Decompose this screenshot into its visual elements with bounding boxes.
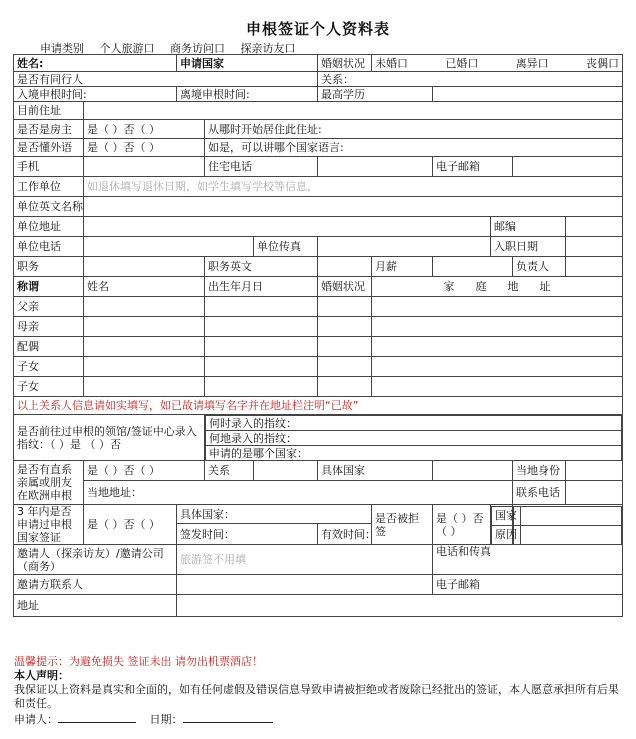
employer-label: 工作单位 [14, 177, 84, 197]
signature-row [14, 712, 626, 727]
inviter-label: 邀请人（探亲访友）/邀请公司（商务） [14, 545, 177, 575]
inviter-email-label[interactable]: 电子邮箱 [433, 575, 623, 595]
family-row [14, 317, 623, 337]
fingerprint-where-field[interactable]: 何地录入的指纹： [206, 431, 622, 446]
join-date-field[interactable] [566, 237, 623, 257]
relatives-yes-no[interactable]: 是（ ）否（ ） [84, 461, 205, 481]
family-birth-field[interactable] [205, 357, 318, 377]
fingerprint-details [205, 415, 623, 461]
marital-married[interactable]: 已婚口 [445, 56, 479, 70]
position-field[interactable] [84, 257, 205, 277]
inviter-field[interactable]: 旅游签不用填 [177, 545, 433, 575]
refused-country-label: 国家 [492, 506, 521, 525]
residence-since-label[interactable]: 从哪时开始居住此住址: [205, 120, 623, 139]
inviter-contact-label: 邀请方联系人 [14, 575, 177, 595]
family-header-name: 姓名 [84, 277, 205, 297]
family-marital-field[interactable] [318, 377, 372, 397]
date-line[interactable] [183, 712, 273, 723]
relation-label[interactable]: 关系： [318, 72, 623, 87]
marital-options[interactable] [372, 55, 623, 72]
email-label: 电子邮箱 [433, 157, 513, 177]
refused-fields[interactable] [513, 505, 623, 545]
family-header-marital: 婚姻状况 [318, 277, 372, 297]
category-option-business[interactable]: 商务访问口 [170, 42, 225, 55]
manager-label: 负责人 [513, 257, 566, 277]
visa-3-years-yes-no[interactable]: 是（ ）否（ ） [84, 505, 177, 545]
current-address-label: 目前住址 [14, 102, 84, 120]
marital-label: 婚姻状况 [318, 55, 372, 72]
marital-widowed[interactable]: 丧偶口 [586, 56, 620, 70]
family-address-field[interactable] [372, 337, 623, 357]
foreign-language-label: 是否懂外语 [14, 139, 84, 157]
relatives-in-schengen-question: 是否有直系亲属或朋友在欧洲申根 [14, 461, 84, 505]
family-row [14, 357, 623, 377]
employer-phone-field[interactable] [84, 237, 254, 257]
family-header-birth: 出生年月日 [205, 277, 318, 297]
family-marital-field[interactable] [318, 297, 372, 317]
category-label: 申请类别 [40, 42, 84, 55]
companion-label[interactable]: 是否有同行人 [14, 72, 318, 87]
form-title: 申根签证个人资料表 [245, 20, 390, 38]
family-row [14, 337, 623, 357]
relatives-country-field[interactable] [433, 461, 513, 481]
position-english-field[interactable] [318, 257, 372, 277]
employer-address-label: 单位地址 [14, 217, 84, 237]
family-marital-field[interactable] [318, 317, 372, 337]
family-birth-field[interactable] [205, 297, 318, 317]
employer-field[interactable]: 如退休填写退休日期，如学生填写学校等信息， [84, 177, 623, 197]
family-birth-field[interactable] [205, 377, 318, 397]
local-status-field[interactable] [566, 461, 623, 481]
country-label[interactable]: 申请国家 [177, 55, 318, 72]
education-label: 最高学历 [318, 87, 433, 102]
homeowner-yes-no[interactable]: 是（ ）否（ ） [84, 120, 205, 139]
relatives-country-label: 具体国家 [318, 461, 433, 481]
postcode-field[interactable] [566, 217, 623, 237]
manager-field[interactable] [566, 257, 623, 277]
family-row [14, 297, 623, 317]
employer-english-label: 单位英文名称 [14, 197, 84, 217]
employer-phone-label: 单位电话 [14, 237, 84, 257]
education-field[interactable] [433, 87, 623, 102]
family-title-child: 子女 [14, 377, 84, 397]
inviter-phone-fax-label[interactable]: 电话和传真 [433, 545, 623, 575]
fingerprint-question[interactable]: 是否前往过申根的领馆/签证中心录入指纹：（ ）是 （ ）否 [14, 415, 205, 461]
employer-fax-field[interactable] [318, 237, 491, 257]
family-address-field[interactable] [372, 317, 623, 337]
family-name-field[interactable] [84, 357, 205, 377]
join-date-label: 入职日期 [491, 237, 566, 257]
applied-country-field[interactable]: 申请的是哪个国家： [206, 446, 622, 461]
inviter-address-field[interactable] [177, 595, 623, 617]
email-field[interactable] [513, 157, 623, 177]
visa-issue-time-field[interactable]: 签发时间： [177, 524, 318, 545]
position-english-label: 职务英文 [205, 257, 318, 277]
marital-divorced[interactable]: 离异口 [515, 56, 549, 70]
exit-time-label[interactable]: 离境申根时间: [177, 87, 318, 102]
foreign-language-yes-no[interactable]: 是（ ）否（ ） [84, 139, 205, 157]
relatives-relation-label: 关系 [205, 461, 254, 481]
warning-note: 温馨提示：为避免损失 签证未出 请勿出机票酒店！ [14, 655, 263, 668]
personal-info-table [13, 54, 623, 617]
entry-time-label[interactable]: 入境申根时间: [14, 87, 177, 102]
applicant-signature-line[interactable] [58, 712, 136, 723]
family-address-field[interactable] [372, 377, 623, 397]
visa-specific-country-field[interactable]: 具体国家： [177, 505, 372, 524]
fingerprint-when-field[interactable]: 何时录入的指纹： [206, 416, 622, 431]
language-which-label[interactable]: 如是，可以讲哪个国家语言: [205, 139, 623, 157]
family-title-father: 父亲 [14, 297, 84, 317]
local-address-field[interactable]: 当地地址： [84, 481, 513, 505]
category-option-tourism[interactable]: 个人旅游口 [99, 42, 155, 55]
family-birth-field[interactable] [205, 317, 318, 337]
family-marital-field[interactable] [318, 337, 372, 357]
family-name-field[interactable] [84, 377, 205, 397]
employer-address-field[interactable] [84, 217, 491, 237]
family-header-address: 家 庭 地 址 [372, 277, 623, 297]
contact-phone-label: 联系电话 [513, 481, 566, 505]
family-info-note: 以上关系人信息请如实填写，如已故请填写名字并在地址栏注明“已故” [14, 397, 623, 415]
family-address-field[interactable] [372, 357, 623, 377]
home-phone-field[interactable] [318, 157, 433, 177]
family-header-title: 称谓 [14, 277, 84, 297]
name-label[interactable]: 姓名: [14, 55, 177, 72]
family-row [14, 377, 623, 397]
position-label: 职务 [14, 257, 84, 277]
homeowner-label: 是否是房主 [14, 120, 84, 139]
employer-english-field[interactable] [84, 197, 623, 217]
refused-reason-field[interactable] [514, 525, 622, 544]
family-name-field[interactable] [84, 317, 205, 337]
inviter-contact-field[interactable] [177, 575, 433, 595]
refused-question: 是否被拒签 [372, 505, 433, 545]
declaration-title: 本人声明： [14, 669, 69, 682]
postcode-label: 邮编 [491, 217, 566, 237]
home-phone-label: 住宅电话 [205, 157, 318, 177]
family-birth-field[interactable] [205, 337, 318, 357]
refused-yes-no[interactable]: 是（ ）否（ ） [433, 505, 491, 545]
current-address-field[interactable] [84, 102, 623, 120]
family-name-field[interactable] [84, 337, 205, 357]
salary-label: 月薪 [372, 257, 433, 277]
marital-single[interactable]: 未婚口 [375, 56, 408, 70]
refused-country-field[interactable] [514, 506, 622, 525]
family-title-mother: 母亲 [14, 317, 84, 337]
employer-fax-label: 单位传真 [254, 237, 318, 257]
family-name-field[interactable] [84, 297, 205, 317]
applicant-label: 申请人： [14, 713, 58, 726]
refused-country-reason-labels [491, 505, 517, 545]
inviter-address-label: 地址 [14, 595, 177, 617]
visa-3-years-question: 3 年内是否申请过申根国家签证 [14, 505, 84, 545]
category-option-family-visit[interactable]: 探亲访友口 [240, 42, 296, 55]
declaration-text: 我保证以上资料是真实和全面的，如有任何虚假及错误信息导致申请被拒绝或者废除已经批出的签证，本人愿意承担所有后果和责任。 [14, 683, 619, 710]
mobile-label: 手机 [14, 157, 84, 177]
mobile-field[interactable] [84, 157, 205, 177]
relatives-relation-field[interactable] [254, 461, 318, 481]
family-marital-field[interactable] [318, 357, 372, 377]
family-address-field[interactable] [372, 297, 623, 317]
salary-field[interactable] [433, 257, 513, 277]
contact-phone-field[interactable] [566, 481, 623, 505]
refused-reason-label: 原因 [492, 525, 521, 544]
family-title-child: 子女 [14, 357, 84, 377]
local-status-label: 当地身份 [513, 461, 566, 481]
date-label: 日期： [149, 713, 183, 726]
family-title-spouse: 配偶 [14, 337, 84, 357]
visa-valid-time-field[interactable]: 有效时间： [318, 524, 372, 545]
